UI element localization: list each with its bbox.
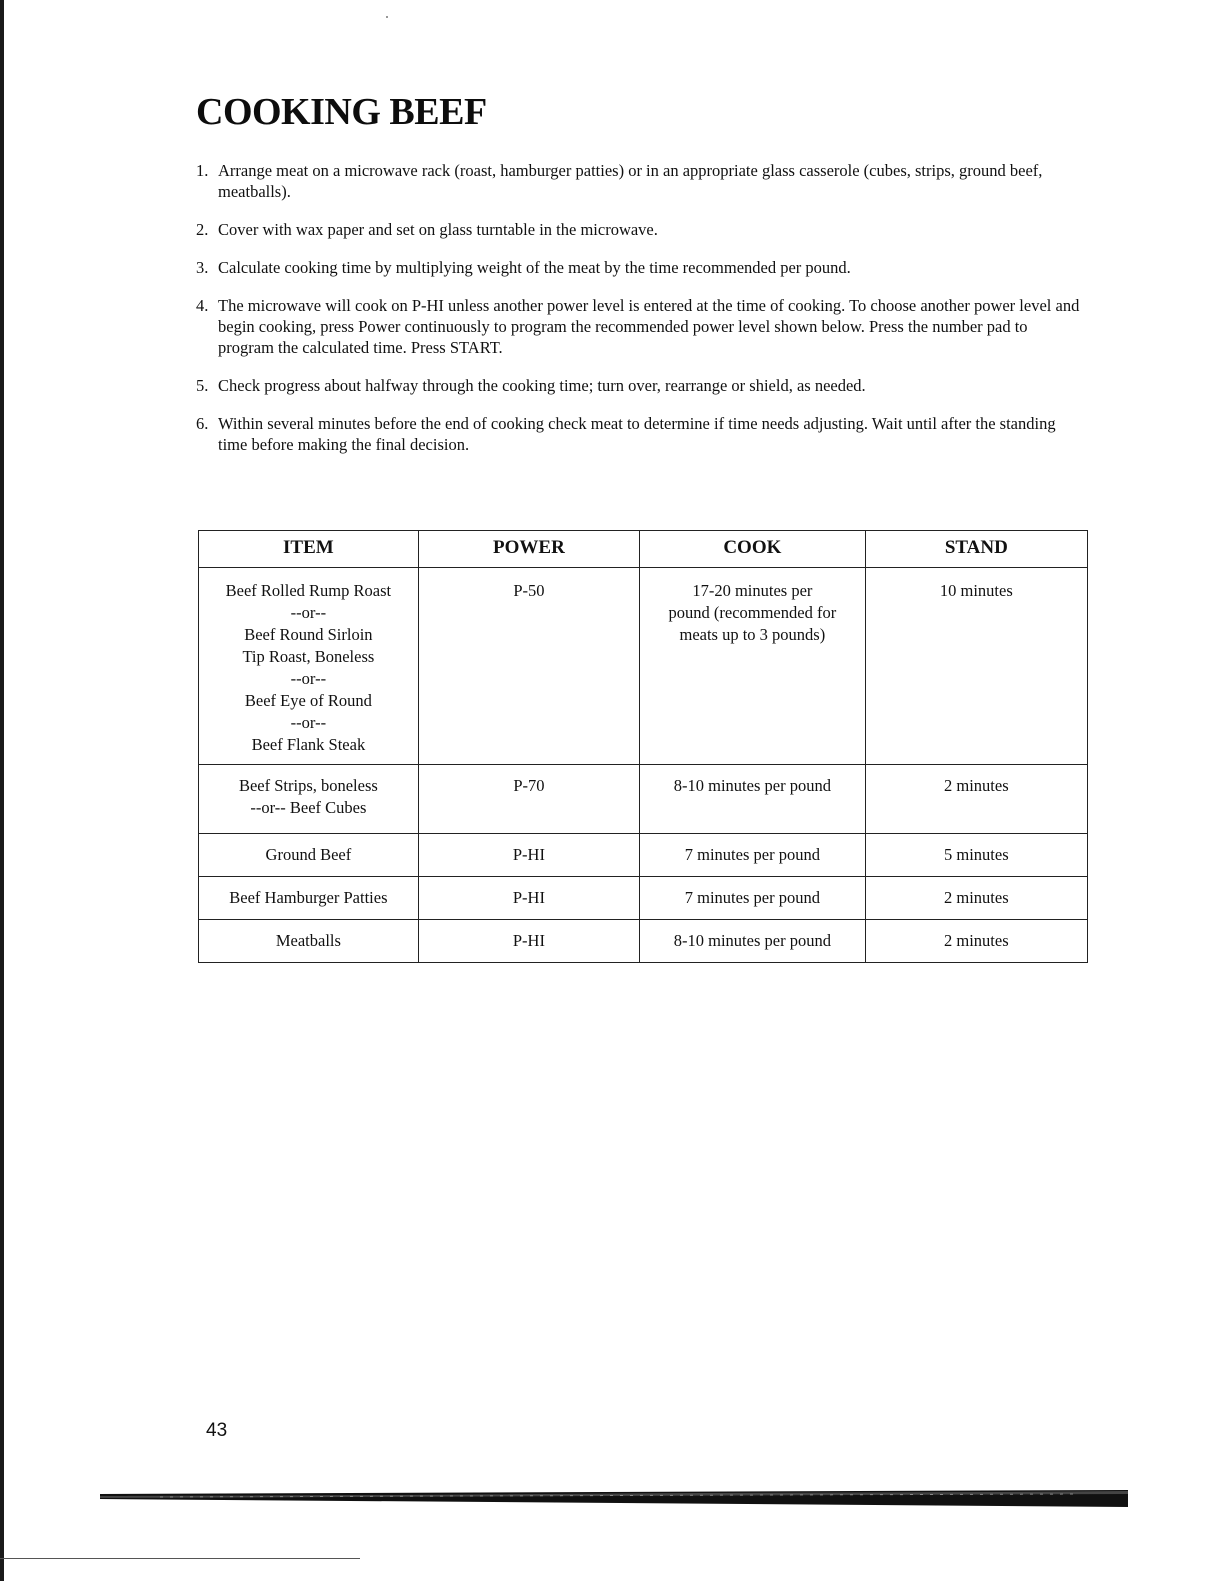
- item-separator: --or--: [290, 603, 327, 622]
- stand-cell: 2 minutes: [865, 877, 1087, 920]
- cook-cell: [640, 568, 866, 765]
- step-text: Calculate cooking time by multiplying weight of the meat by the time recommended per pound.: [218, 258, 851, 277]
- stand-cell: 2 minutes: [865, 765, 1087, 834]
- footer-rule-bar: [100, 1488, 1128, 1508]
- page-title: COOKING BEEF: [196, 91, 487, 133]
- step-number: 4.: [196, 296, 209, 315]
- power-cell: P-70: [418, 765, 639, 834]
- power-cell: P-HI: [418, 834, 639, 877]
- instruction-step-2: [196, 219, 1086, 240]
- cook-line: 8-10 minutes per pound: [673, 776, 831, 795]
- table-row: [199, 920, 1088, 963]
- column-header-power: POWER: [418, 531, 639, 568]
- item-line: --or-- Beef Cubes: [250, 798, 367, 817]
- cook-line: meats up to 3 pounds): [679, 625, 826, 644]
- cook-line: 7 minutes per pound: [684, 845, 820, 864]
- cook-cell: [640, 920, 866, 963]
- step-text: Within several minutes before the end of cooking check meat to determine if time needs adjusting. Wait until after the standing time before making the final decision.: [218, 414, 1056, 454]
- instruction-step-4: [196, 295, 1086, 358]
- scan-dust-speck: [386, 16, 388, 18]
- item-separator: --or--: [290, 669, 327, 688]
- step-number: 1.: [196, 161, 209, 180]
- scan-edge-bottom: [0, 1558, 360, 1559]
- step-text: Cover with wax paper and set on glass turntable in the microwave.: [218, 220, 658, 239]
- column-header-stand: STAND: [865, 531, 1087, 568]
- step-number: 5.: [196, 376, 209, 395]
- cook-line: 7 minutes per pound: [684, 888, 820, 907]
- scan-edge-left: [0, 0, 4, 1581]
- item-line: Beef Flank Steak: [251, 735, 366, 754]
- power-cell: P-50: [418, 568, 639, 765]
- item-line: Ground Beef: [265, 845, 352, 864]
- item-line: Beef Rolled Rump Roast: [225, 581, 392, 600]
- step-number: 2.: [196, 220, 209, 239]
- power-cell: P-HI: [418, 920, 639, 963]
- instruction-step-6: [196, 413, 1086, 455]
- instruction-step-5: [196, 375, 1086, 396]
- item-line: Beef Round Sirloin: [244, 625, 373, 644]
- table-row: [199, 877, 1088, 920]
- item-line: Beef Hamburger Patties: [229, 888, 388, 907]
- cook-cell: [640, 877, 866, 920]
- table-row: [199, 568, 1088, 765]
- item-line: Beef Eye of Round: [244, 691, 372, 710]
- item-line: Meatballs: [275, 931, 341, 950]
- step-number: 3.: [196, 258, 209, 277]
- beef-cooking-table: [198, 530, 1088, 963]
- item-line: Beef Strips, boneless: [238, 776, 378, 795]
- step-text: Check progress about halfway through the cooking time; turn over, rearrange or shield, as needed.: [218, 376, 866, 395]
- item-cell: [199, 920, 419, 963]
- stand-cell: 5 minutes: [865, 834, 1087, 877]
- cook-line: 17-20 minutes per: [692, 581, 813, 600]
- stand-cell: 2 minutes: [865, 920, 1087, 963]
- instruction-list: [196, 160, 1086, 472]
- item-cell: [199, 568, 419, 765]
- instruction-step-1: [196, 160, 1086, 202]
- item-cell: [199, 877, 419, 920]
- column-header-item: ITEM: [199, 531, 419, 568]
- item-cell: [199, 834, 419, 877]
- item-separator: --or--: [290, 713, 327, 732]
- cook-line: 8-10 minutes per pound: [673, 931, 831, 950]
- table-row: [199, 834, 1088, 877]
- instruction-step-3: [196, 257, 1086, 278]
- step-number: 6.: [196, 414, 209, 433]
- item-line: Tip Roast, Boneless: [242, 647, 375, 666]
- step-text: The microwave will cook on P-HI unless another power level is entered at the time of cooking. To choose another power level and begin cooking, press Power continuously to program the recommended power level shown below. Press the number pad to program the calculated time. Press START.: [218, 296, 1080, 357]
- cook-cell: [640, 765, 866, 834]
- stand-cell: 10 minutes: [865, 568, 1087, 765]
- power-cell: P-HI: [418, 877, 639, 920]
- cook-cell: [640, 834, 866, 877]
- step-text: Arrange meat on a microwave rack (roast, hamburger patties) or in an appropriate glass casserole (cubes, strips, ground beef, meatballs).: [218, 161, 1043, 201]
- item-cell: [199, 765, 419, 834]
- column-header-cook: COOK: [640, 531, 866, 568]
- table-header-row: [199, 531, 1088, 568]
- cook-line: pound (recommended for: [668, 603, 837, 622]
- table-row: [199, 765, 1088, 834]
- page-number: 43: [206, 1420, 228, 1441]
